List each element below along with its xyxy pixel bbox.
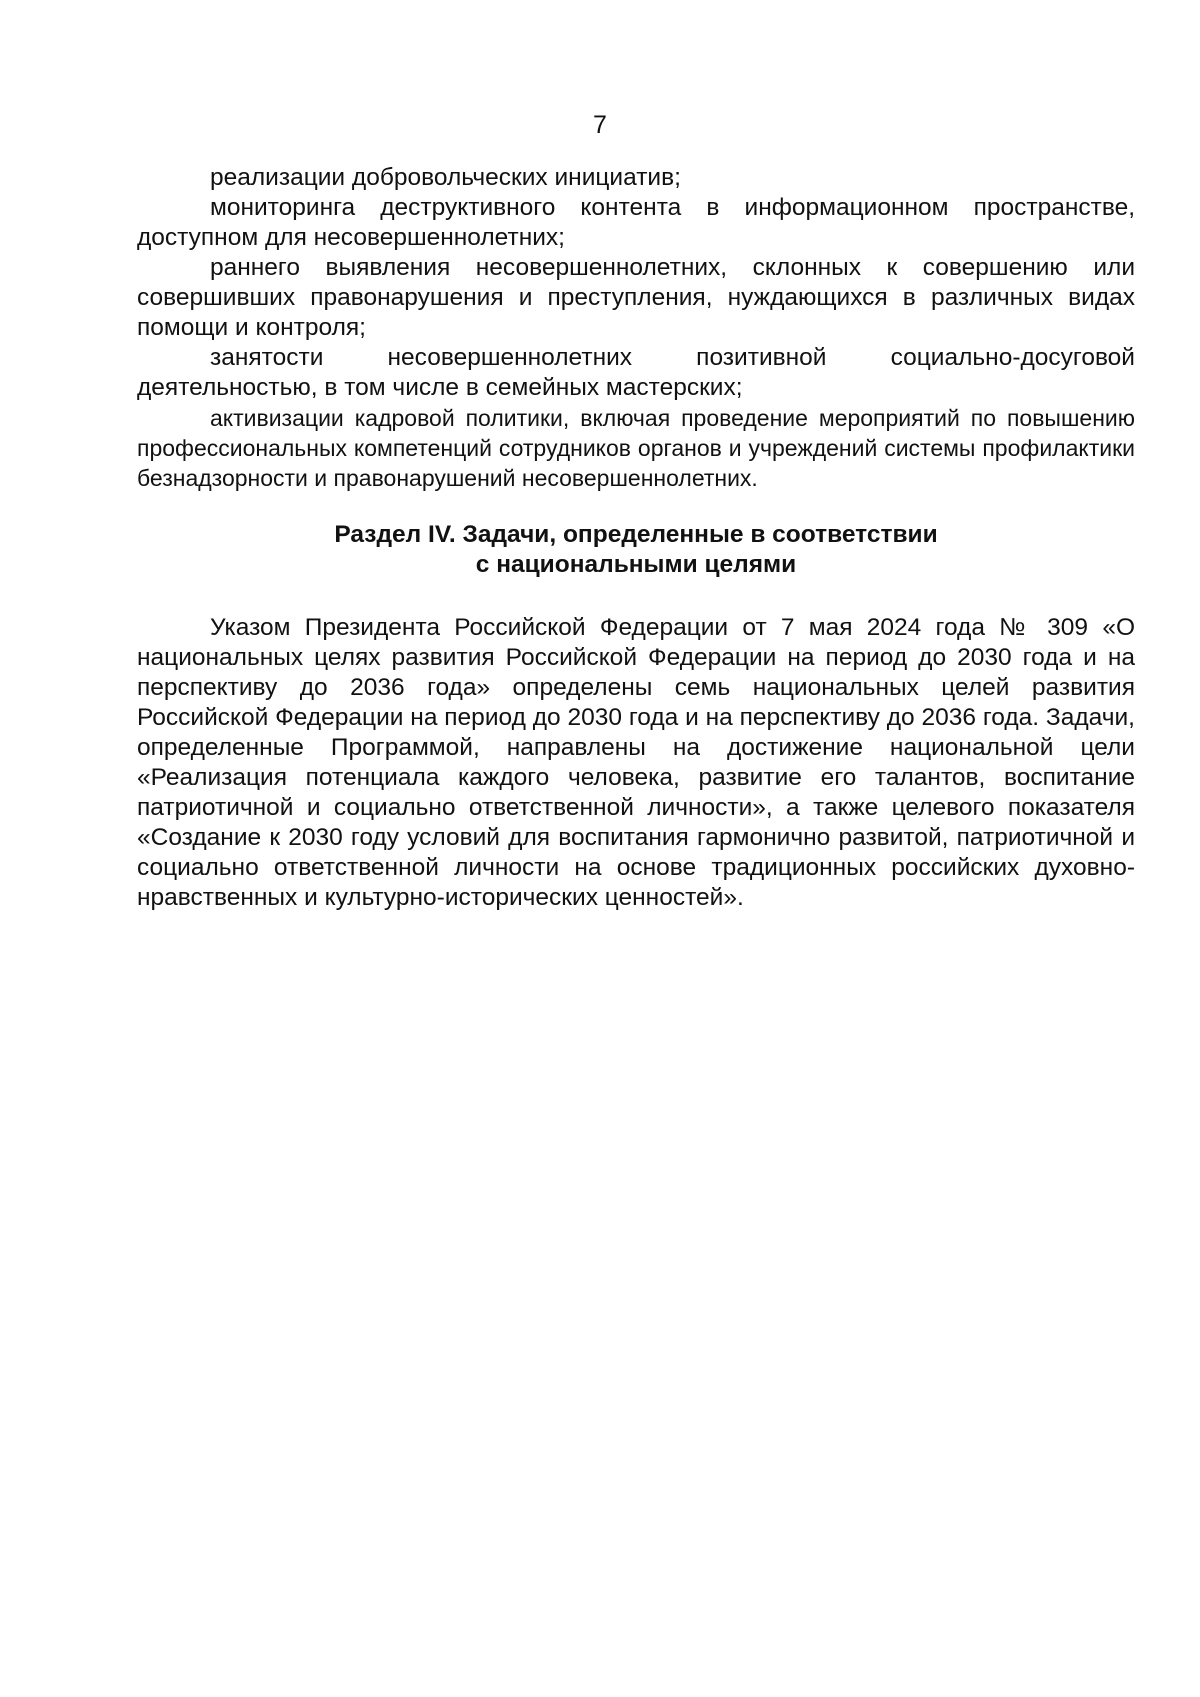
page-number: 7	[593, 111, 607, 139]
list-item: раннего выявления несовершеннолетних, склонных к совершению или совершивших правонарушения и преступления, нуждающихся в различных видах помощи и контроля;	[137, 254, 1135, 341]
section-body-paragraph: Указом Президента Российской Федерации от 7 мая 2024 года № 309 «О национальных целях развития Российской Федерации на период до 2030 года и на перспективу до 2036 года» определены семь национальных целей развития Российской Федерации на период до 2030 года и на перспективу до 2036 года. Задачи, определенные Программой, направлены на достижение национальной цели «Реализация потенциала каждого человека, развитие его талантов, воспитание патриотичной и социально ответственной личности», а также целевого показателя «Создание к 2030 году условий для воспитания гармонично развитой, патриотичной и социально ответственной личности на основе традиционных российских духовно-нравственных и культурно-исторических ценностей».	[137, 614, 1135, 911]
section-heading	[137, 520, 1135, 580]
page-content	[137, 163, 1135, 913]
section-heading-line-2: с национальными целями	[475, 551, 797, 578]
section-heading-line-1: Раздел IV. Задачи, определенные в соответствии	[334, 521, 938, 548]
list-item: активизации кадровой политики, включая проведение мероприятий по повышению профессиональных компетенций сотрудников органов и учреждений системы профилактики безнадзорности и правонарушений несовершеннолетних.	[137, 405, 1135, 491]
list-item: занятости несовершеннолетних позитивной социально-досуговой деятельностью, в том числе в семейных мастерских;	[137, 344, 1135, 401]
list-item: реализации добровольческих инициатив;	[210, 164, 681, 191]
list-item: мониторинга деструктивного контента в информационном пространстве, доступном для несовершеннолетних;	[137, 194, 1135, 251]
